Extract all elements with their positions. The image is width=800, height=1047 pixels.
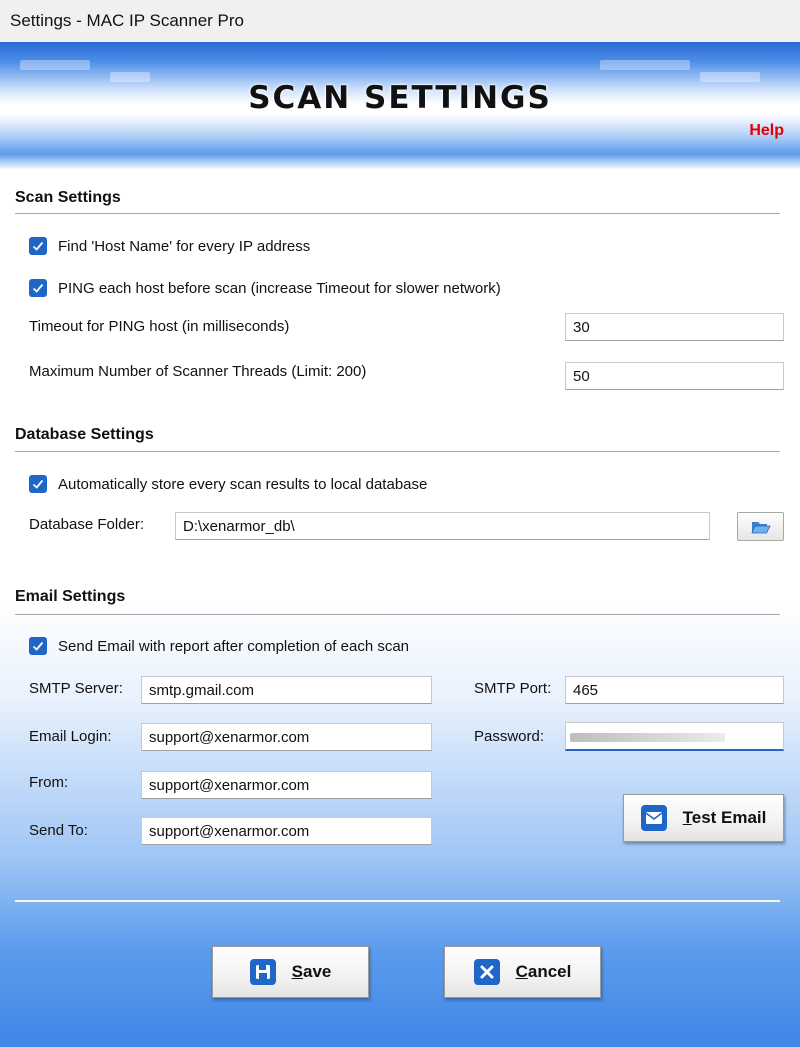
timeout-label: Timeout for PING host (in milliseconds) (29, 318, 290, 335)
envelope-icon (641, 805, 667, 831)
cancel-accel: C (515, 962, 528, 981)
smtp-port-input[interactable] (565, 676, 784, 704)
section-divider (15, 213, 780, 214)
send-to-label: Send To: (29, 822, 88, 839)
floppy-disk-icon (250, 959, 276, 985)
ping-option[interactable] (29, 278, 501, 298)
ping-checkbox[interactable] (29, 279, 47, 297)
send-to-input[interactable] (141, 817, 432, 845)
threads-label: Maximum Number of Scanner Threads (Limit: 200) (29, 363, 367, 380)
auto-store-label: Automatically store every scan results to local database (58, 475, 428, 493)
section-divider (15, 451, 780, 452)
save-accel: S (291, 962, 303, 981)
find-hostname-option[interactable] (29, 236, 310, 256)
from-input[interactable] (141, 771, 432, 799)
banner-decoration (600, 60, 690, 70)
test-email-label: est Email (691, 808, 767, 827)
save-label: ave (302, 962, 332, 981)
test-email-accel: T (682, 808, 692, 827)
help-link[interactable]: Help (749, 122, 784, 139)
database-settings-title: Database Settings (15, 426, 154, 443)
from-label: From: (29, 774, 69, 791)
send-email-checkbox[interactable] (29, 637, 47, 655)
check-icon (32, 478, 44, 490)
check-icon (32, 640, 44, 652)
smtp-port-label: SMTP Port: (474, 680, 552, 697)
email-settings-title: Email Settings (15, 588, 126, 605)
check-icon (32, 282, 44, 294)
save-button[interactable] (212, 946, 369, 998)
cancel-button[interactable] (444, 946, 601, 998)
smtp-server-input[interactable] (141, 676, 432, 704)
window-titlebar (0, 0, 800, 42)
section-divider (15, 614, 780, 615)
email-login-label: Email Login: (29, 728, 112, 745)
password-input[interactable] (565, 722, 784, 751)
email-login-input[interactable] (141, 723, 432, 751)
password-label: Password: (474, 728, 545, 745)
ping-label: PING each host before scan (increase Timeout for slower network) (58, 279, 501, 297)
find-hostname-checkbox[interactable] (29, 237, 47, 255)
auto-store-checkbox[interactable] (29, 475, 47, 493)
test-email-button[interactable] (623, 794, 784, 842)
password-mask (570, 733, 725, 742)
threads-input[interactable] (565, 362, 784, 390)
banner-decoration (20, 60, 90, 70)
database-folder-input[interactable] (175, 512, 710, 540)
timeout-input[interactable] (565, 313, 784, 341)
footer-divider (15, 900, 780, 902)
find-hostname-label: Find 'Host Name' for every IP address (58, 237, 311, 255)
scan-settings-title: Scan Settings (15, 189, 121, 206)
auto-store-option[interactable] (29, 474, 427, 494)
page-title: SCAN SETTINGS (248, 80, 552, 116)
window-title: Settings - MAC IP Scanner Pro (10, 11, 245, 30)
header-banner (0, 42, 800, 170)
send-email-option[interactable] (29, 636, 409, 656)
check-icon (32, 240, 44, 252)
browse-folder-button[interactable] (737, 512, 784, 541)
folder-open-icon (751, 519, 771, 535)
close-icon (474, 959, 500, 985)
cancel-label: ancel (527, 962, 572, 981)
smtp-server-label: SMTP Server: (29, 680, 123, 697)
send-email-label: Send Email with report after completion of each scan (58, 637, 410, 655)
database-folder-label: Database Folder: (29, 516, 145, 533)
